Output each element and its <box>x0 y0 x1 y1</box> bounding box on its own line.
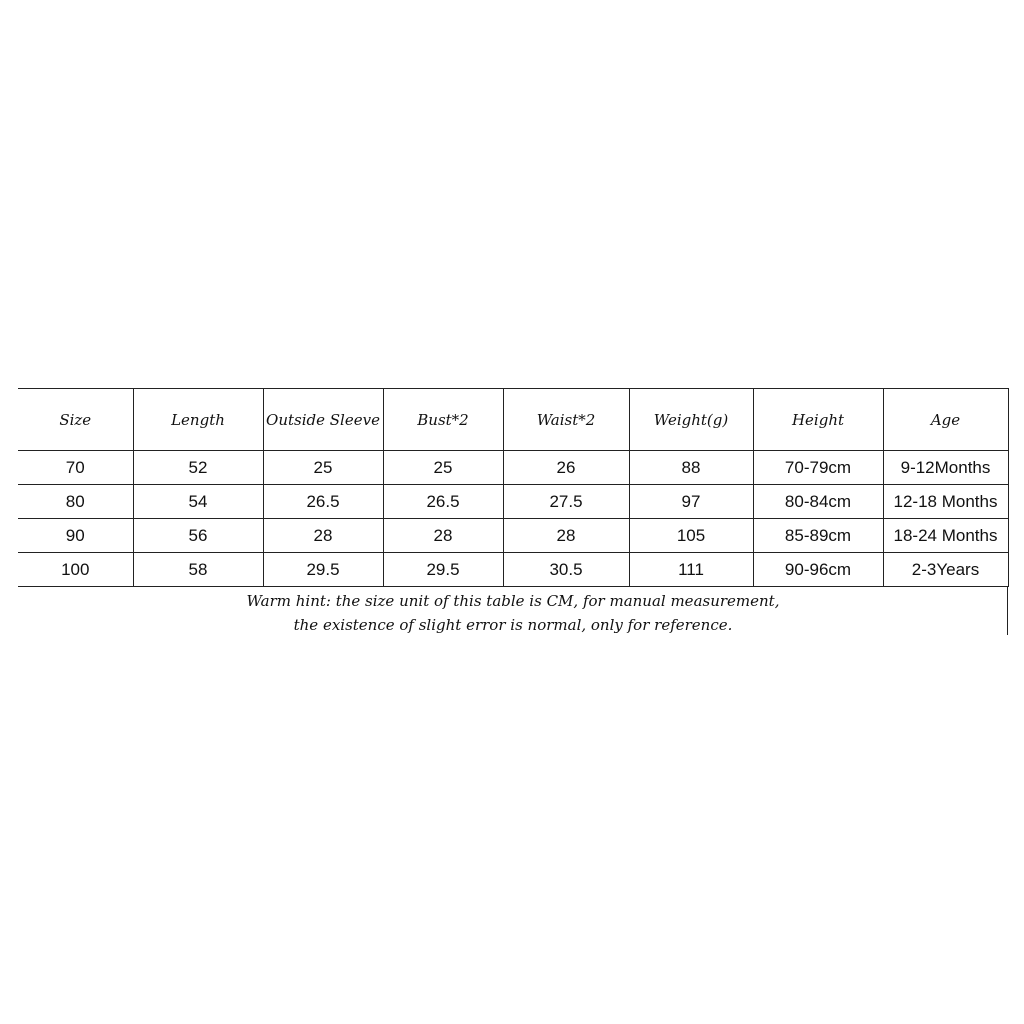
cell-weight: 105 <box>629 519 753 553</box>
table-row <box>18 451 1008 485</box>
cell-waist: 26 <box>503 451 629 485</box>
cell-outside-sleeve: 25 <box>263 451 383 485</box>
header-outside-sleeve: Outside Sleeve <box>263 389 383 451</box>
cell-age: 9-12Months <box>883 451 1008 485</box>
size-chart <box>18 388 1008 636</box>
measurement-note <box>18 587 1008 637</box>
note-line-1: Warm hint: the size unit of this table is CM, for manual measurement, <box>246 592 780 610</box>
header-age: Age <box>883 389 1008 451</box>
cell-weight: 97 <box>629 485 753 519</box>
cell-length: 58 <box>133 553 263 587</box>
header-bust: Bust*2 <box>383 389 503 451</box>
cell-outside-sleeve: 26.5 <box>263 485 383 519</box>
header-size: Size <box>18 389 133 451</box>
cell-weight: 111 <box>629 553 753 587</box>
cell-size: 90 <box>18 519 133 553</box>
cell-waist: 30.5 <box>503 553 629 587</box>
right-border-rule <box>1007 587 1008 635</box>
table-row <box>18 519 1008 553</box>
cell-height: 85-89cm <box>753 519 883 553</box>
cell-height: 70-79cm <box>753 451 883 485</box>
cell-height: 90-96cm <box>753 553 883 587</box>
cell-bust: 25 <box>383 451 503 485</box>
cell-bust: 26.5 <box>383 485 503 519</box>
note-line-2: the existence of slight error is normal, only for reference. <box>293 616 733 634</box>
cell-size: 80 <box>18 485 133 519</box>
cell-waist: 27.5 <box>503 485 629 519</box>
cell-length: 54 <box>133 485 263 519</box>
cell-weight: 88 <box>629 451 753 485</box>
table-row <box>18 553 1008 587</box>
cell-size: 100 <box>18 553 133 587</box>
cell-age: 12-18 Months <box>883 485 1008 519</box>
table-row <box>18 485 1008 519</box>
cell-outside-sleeve: 29.5 <box>263 553 383 587</box>
header-weight: Weight(g) <box>629 389 753 451</box>
cell-waist: 28 <box>503 519 629 553</box>
cell-age: 2-3Years <box>883 553 1008 587</box>
header-row <box>18 389 1008 451</box>
cell-size: 70 <box>18 451 133 485</box>
header-length: Length <box>133 389 263 451</box>
size-table <box>18 388 1009 587</box>
cell-outside-sleeve: 28 <box>263 519 383 553</box>
cell-age: 18-24 Months <box>883 519 1008 553</box>
cell-bust: 28 <box>383 519 503 553</box>
cell-bust: 29.5 <box>383 553 503 587</box>
cell-length: 56 <box>133 519 263 553</box>
cell-height: 80-84cm <box>753 485 883 519</box>
header-height: Height <box>753 389 883 451</box>
cell-length: 52 <box>133 451 263 485</box>
header-waist: Waist*2 <box>503 389 629 451</box>
